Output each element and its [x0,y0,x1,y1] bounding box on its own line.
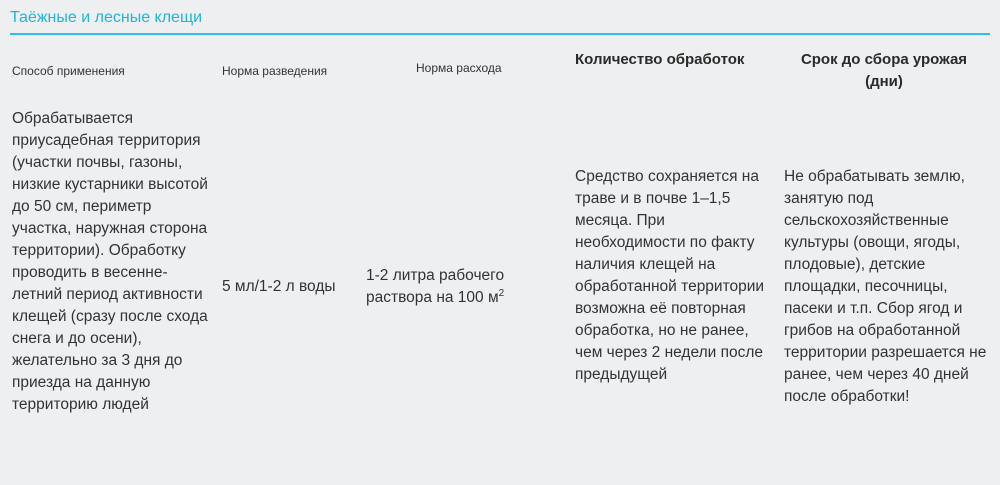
cell-consumption [366,265,566,309]
header-harvest: Срок до сбора урожая (дни) [800,51,968,90]
cell-harvest: Не обрабатывать землю, занятую под сельскохозяйственные культуры (овощи, ягоды, плодовые), детские площадки, песочницы, пасеки и т.п. Сбор ягод и грибов на обработанной территории разрешается не ранее, чем через 40 дней после обработки! [784,168,987,405]
header-treatments: Количество обработок [575,51,745,68]
cell-treatments: Средство сохраняется на траве и в почве 1–1,5 месяца. При необходимости по факту наличия клещей на обработанной территории возможна её повторная обработка, но не ранее, чем через 2 недели после предыдущей [575,168,765,383]
cell-dilution: 5 мл/1-2 л воды [222,278,336,295]
header-dilution: Норма разведения [222,64,328,78]
consumption-text: 1-2 литра рабочего раствора на 100 м [366,267,505,306]
consumption-unit-exponent: 2 [498,287,505,299]
cell-method: Обрабатывается приусадебная территория (участки почвы, газоны, низкие кустарники высотой до 50 см, периметр участка, наружная сторона территории). Обработку проводить в весенне-летний период активности клещей (сразу после схода снега и до осени), желательно за 3 дня до приезда на данную территорию людей [12,110,208,413]
header-consumption: Норма расхода [416,61,502,75]
section-title: Таёжные и лесные клещи [10,9,203,26]
header-method: Способ применения [12,64,125,78]
title-divider [10,33,990,35]
